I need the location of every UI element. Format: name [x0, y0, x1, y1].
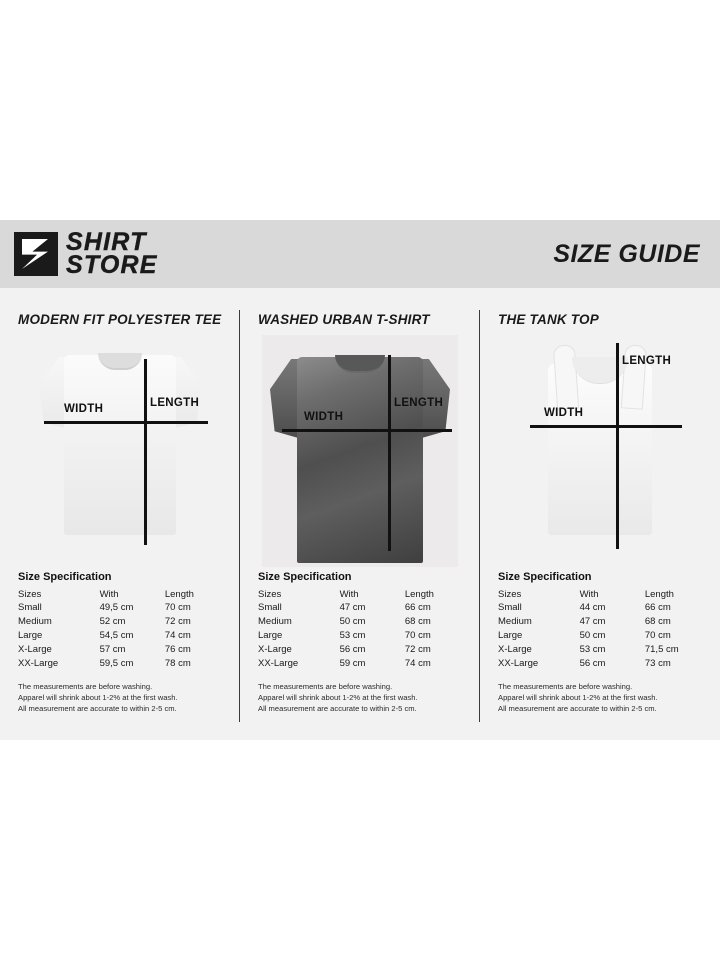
product-title: THE TANK TOP	[498, 312, 599, 327]
garment-illustration	[260, 335, 460, 567]
length-label: LENGTH	[394, 397, 444, 409]
table-row	[18, 601, 222, 615]
column-header-width: With	[339, 589, 359, 600]
product-column-the-tank-top	[480, 302, 720, 740]
size-table	[258, 588, 462, 670]
guide-columns	[0, 288, 720, 740]
cell-size: Small	[258, 602, 282, 614]
tshirt-image-white	[27, 341, 213, 537]
table-row	[498, 656, 702, 670]
table-row	[498, 601, 702, 615]
measurement-notes	[258, 681, 462, 714]
cell-length: 71,5 cm	[644, 643, 679, 655]
width-label: WIDTH	[64, 403, 104, 415]
length-label: LENGTH	[622, 355, 672, 367]
cell-size: X-Large	[18, 643, 52, 655]
cell-length: 68 cm	[404, 616, 431, 628]
table-header-row	[258, 588, 462, 601]
width-measure-line	[282, 429, 452, 432]
tshirt-image-washed	[262, 341, 458, 573]
garment-illustration	[20, 335, 220, 567]
column-header-length: Length	[404, 589, 434, 600]
tanktop-image	[525, 341, 675, 541]
note-line: All measurement are accurate to within 2-5 cm.	[18, 703, 177, 713]
spec-title: Size Specification	[18, 571, 112, 583]
brand-line-2: STORE	[66, 251, 158, 279]
cell-width: 52 cm	[99, 616, 126, 628]
note-line: Apparel will shrink about 1-2% at the first wash.	[498, 692, 658, 702]
strap-left	[553, 344, 579, 409]
width-label: WIDTH	[544, 407, 584, 419]
cell-length: 70 cm	[404, 629, 431, 641]
table-row	[498, 615, 702, 629]
cell-size: XX-Large	[258, 657, 299, 669]
product-title: WASHED URBAN T-SHIRT	[258, 312, 430, 327]
garment-illustration	[500, 335, 700, 567]
column-header-sizes: Sizes	[498, 589, 522, 600]
note-line: The measurements are before washing.	[498, 681, 633, 691]
size-specification	[258, 571, 462, 670]
table-row	[258, 656, 462, 670]
product-column-washed-urban-t-shirt	[240, 302, 480, 740]
cell-width: 59 cm	[339, 657, 366, 669]
cell-width: 56 cm	[579, 657, 606, 669]
cell-size: Large	[498, 629, 523, 641]
cell-width: 44 cm	[579, 602, 606, 614]
note-line: All measurement are accurate to within 2-5 cm.	[258, 703, 417, 713]
cell-width: 53 cm	[579, 643, 606, 655]
cell-width: 50 cm	[579, 629, 606, 641]
column-header-sizes: Sizes	[18, 589, 42, 600]
cell-width: 54,5 cm	[99, 629, 134, 641]
measurement-notes	[498, 681, 702, 714]
cell-length: 70 cm	[164, 602, 191, 614]
cell-width: 57 cm	[99, 643, 126, 655]
page-title: SIZE GUIDE	[553, 239, 700, 268]
cell-width: 47 cm	[579, 616, 606, 628]
cell-length: 73 cm	[644, 657, 671, 669]
column-header-length: Length	[164, 589, 194, 600]
product-column-modern-fit-polyester-tee	[0, 302, 240, 740]
table-row	[258, 629, 462, 643]
cell-size: Small	[18, 602, 42, 614]
cell-length: 66 cm	[644, 602, 671, 614]
cell-width: 59,5 cm	[99, 657, 134, 669]
size-specification	[498, 571, 702, 670]
length-measure-line	[616, 343, 619, 549]
cell-size: X-Large	[258, 643, 292, 655]
brand-logo	[14, 228, 158, 279]
cell-size: Large	[258, 629, 283, 641]
cell-length: 72 cm	[164, 616, 191, 628]
cell-size: Medium	[258, 616, 292, 628]
cell-length: 68 cm	[644, 616, 671, 628]
shirt-body	[297, 357, 423, 563]
size-table	[18, 588, 222, 670]
cell-length: 76 cm	[164, 643, 191, 655]
width-label: WIDTH	[304, 411, 344, 423]
length-measure-line	[144, 359, 147, 545]
table-row	[258, 642, 462, 656]
cell-width: 53 cm	[339, 629, 366, 641]
table-row	[18, 656, 222, 670]
cell-size: XX-Large	[498, 657, 539, 669]
cell-size: Medium	[498, 616, 532, 628]
length-label: LENGTH	[150, 397, 200, 409]
column-header-length: Length	[644, 589, 674, 600]
cell-size: XX-Large	[18, 657, 59, 669]
table-row	[258, 601, 462, 615]
note-line: The measurements are before washing.	[258, 681, 393, 691]
table-row	[18, 642, 222, 656]
note-line: All measurement are accurate to within 2-5 cm.	[498, 703, 657, 713]
cell-length: 72 cm	[404, 643, 431, 655]
size-specification	[18, 571, 222, 670]
cell-length: 74 cm	[164, 629, 191, 641]
cell-size: X-Large	[498, 643, 532, 655]
table-row	[498, 629, 702, 643]
cell-length: 74 cm	[404, 657, 431, 669]
brand-wordmark	[66, 228, 158, 279]
column-header-width: With	[579, 589, 599, 600]
column-header-width: With	[99, 589, 119, 600]
table-header-row	[498, 588, 702, 601]
sheet-header	[0, 220, 720, 288]
cell-width: 56 cm	[339, 643, 366, 655]
table-row	[498, 642, 702, 656]
cell-length: 66 cm	[404, 602, 431, 614]
cell-size: Medium	[18, 616, 52, 628]
size-guide-sheet	[0, 220, 720, 740]
lightning-bolt-icon	[14, 232, 58, 276]
table-row	[18, 615, 222, 629]
product-title: MODERN FIT POLYESTER TEE	[18, 312, 222, 327]
cell-width: 47 cm	[339, 602, 366, 614]
table-row	[258, 615, 462, 629]
shirt-body	[64, 355, 176, 535]
spec-title: Size Specification	[498, 571, 592, 583]
size-table	[498, 588, 702, 670]
table-header-row	[18, 588, 222, 601]
width-measure-line	[44, 421, 208, 424]
spec-title: Size Specification	[258, 571, 352, 583]
cell-size: Small	[498, 602, 522, 614]
cell-width: 50 cm	[339, 616, 366, 628]
cell-width: 49,5 cm	[99, 602, 134, 614]
brand-line-1: SHIRT	[66, 228, 147, 256]
table-row	[18, 629, 222, 643]
measurement-notes	[18, 681, 222, 714]
cell-size: Large	[18, 629, 43, 641]
note-line: The measurements are before washing.	[18, 681, 153, 691]
column-header-sizes: Sizes	[258, 589, 282, 600]
length-measure-line	[388, 355, 391, 551]
note-line: Apparel will shrink about 1-2% at the first wash.	[18, 692, 178, 702]
width-measure-line	[530, 425, 682, 428]
cell-length: 70 cm	[644, 629, 671, 641]
cell-length: 78 cm	[164, 657, 191, 669]
note-line: Apparel will shrink about 1-2% at the first wash.	[258, 692, 418, 702]
